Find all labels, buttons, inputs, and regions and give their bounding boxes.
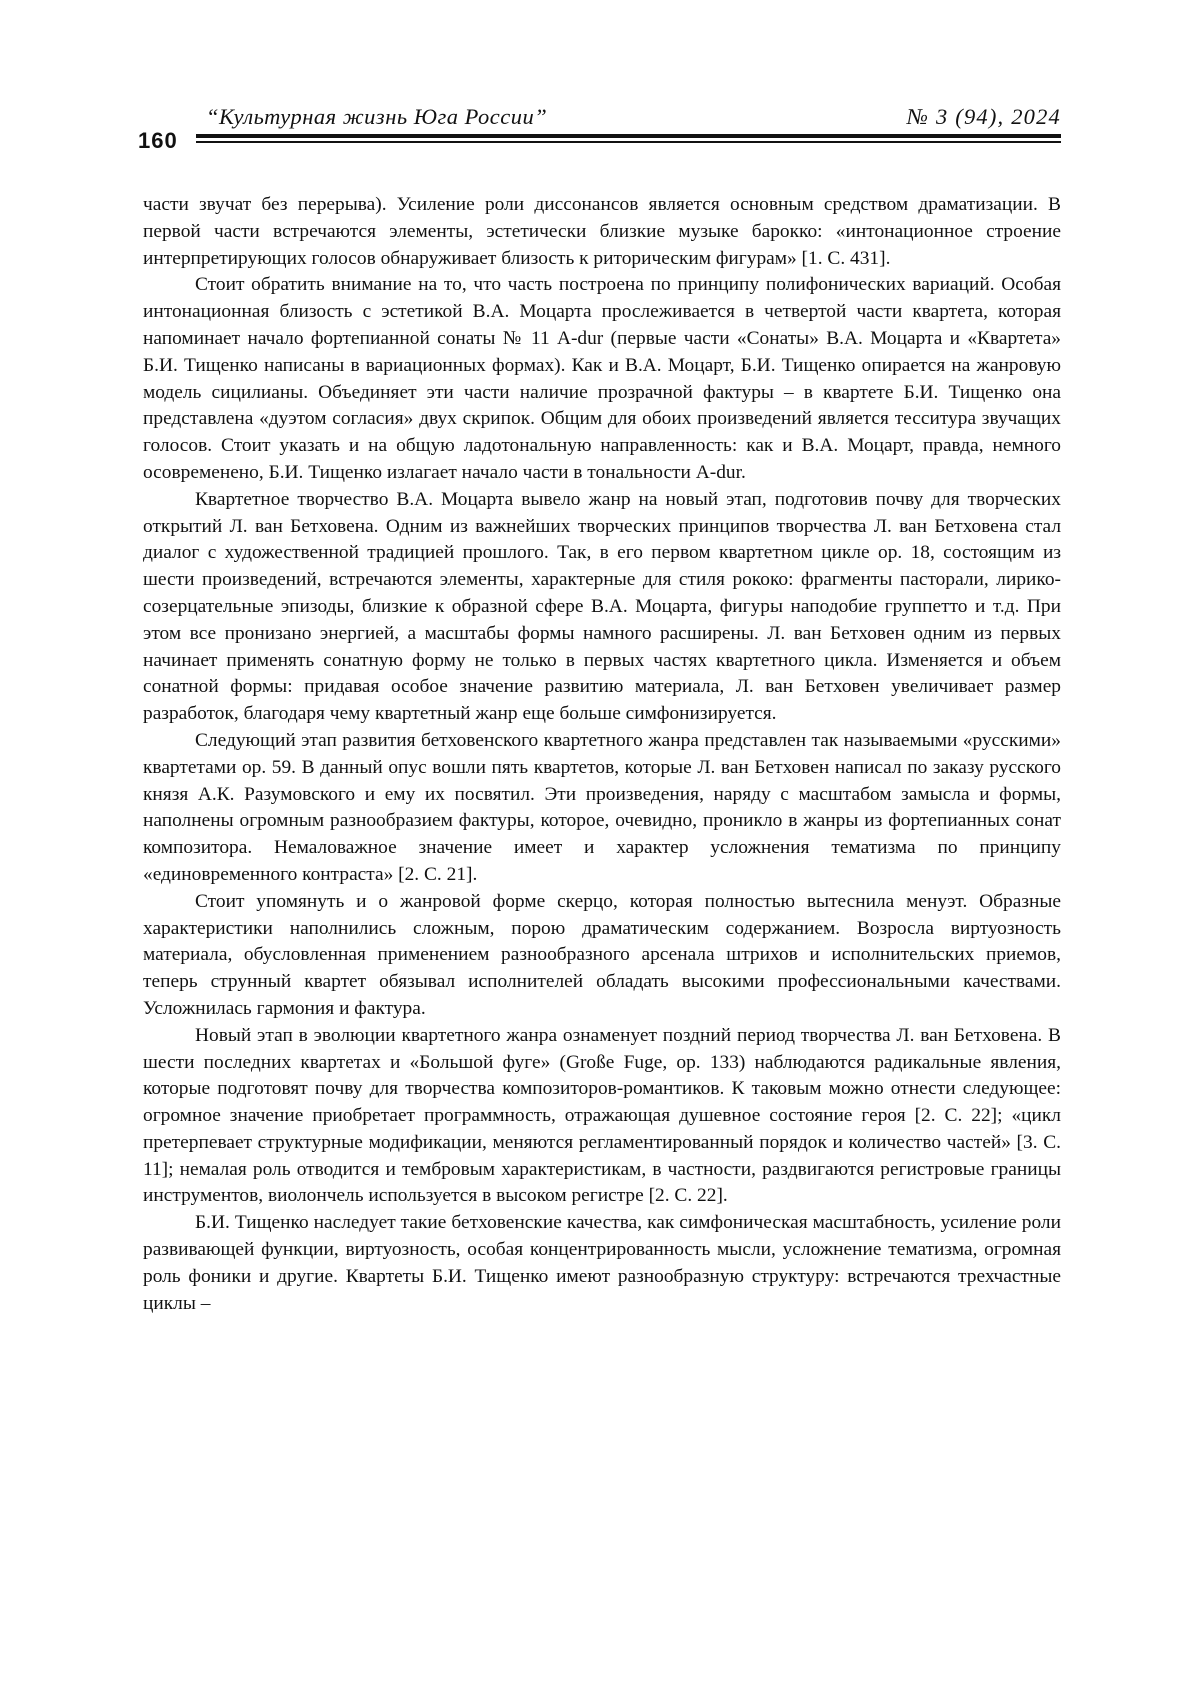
article-body: [143, 192, 1061, 1317]
journal-title: “Культурная жизнь Юга России”: [206, 104, 548, 129]
paragraph-5: Стоит упомянуть и о жанровой форме скерцо, которая полностью вытеснила менуэт. Образные характеристики наполнились сложным, порою драматическим содержанием. Возросла виртуозность материала, обусловленная применением разнообразного арсенала штрихов и исполнительских приемов, теперь струнный квартет обязывал исполнителей обладать высокими профессиональными качествами. Усложнилась гармония и фактура.: [143, 890, 1061, 1019]
paragraph-2: Стоит обратить внимание на то, что часть построена по принципу полифонических вариаций. Особая интонационная близость с эстетикой В.А. Моцарта прослеживается в четвертой части квартета, которая напоминает начало фортепианной сонаты № 11 A-dur (первые части «Сонаты» В.А. Моцарта и «Квартета» Б.И. Тищенко написаны в вариационных формах). Как и В.А. Моцарт, Б.И. Тищенко опирается на жанровую модель сицилианы. Объединяет эти части наличие прозрачной фактуры – в квартете Б.И. Тищенко она представлена «дуэтом согласия» двух скрипок. Общим для обоих произведений является тесситура звучащих голосов. Стоит указать и на общую ладотональную направленность: как и В.А. Моцарт, правда, немного осовременено, Б.И. Тищенко излагает начало части в тональности A-dur.: [143, 274, 1061, 483]
page-number: 160: [138, 128, 178, 153]
issue-number: № 3 (94), 2024: [906, 104, 1061, 129]
header-rule-thick: [196, 134, 1061, 138]
paragraph-6: Новый этап в эволюции квартетного жанра ознаменует поздний период творчества Л. ван Бетховена. В шести последних квартетах и «Большой фуге» (Große Fuge, ор. 133) наблюдаются радикальные явления, которые подготовят почву для творчества композиторов-романтиков. К таковым можно отнести следующее: огромное значение приобретает программность, отражающая душевное состояние героя [2. С. 22]; «цикл претерпевает структурные модификации, меняются регламентированный порядок и количество частей» [3. С. 11]; немалая роль отводится и тембровым характеристикам, в частности, раздвигаются регистровые границы инструментов, виолончель используется в высоком регистре [2. С. 22].: [143, 1024, 1061, 1207]
paragraph-3: Квартетное творчество В.А. Моцарта вывело жанр на новый этап, подготовив почву для творческих открытий Л. ван Бетховена. Одним из важнейших творческих принципов творчества Л. ван Бетховена стал диалог с художественной традицией прошлого. Так, в его первом квартетном цикле ор. 18, состоящим из шести произведений, встречаются элементы, характерные для стиля рококо: фрагменты пасторали, лирико-созерцательные эпизоды, близкие к образной сфере В.А. Моцарта, фигуры наподобие группетто и т.д. При этом все пронизано энергией, а масштабы формы намного расширены. Л. ван Бетховен одним из первых начинает применять сонатную форму не только в первых частях квартетного цикла. Изменяется и объем сонатной формы: придавая особое значение развитию материала, Л. ван Бетховен увеличивает размер разработок, благодаря чему квартетный жанр еще больше симфонизируется.: [143, 488, 1061, 725]
header-rule-thin: [196, 141, 1061, 143]
paragraph-4: Следующий этап развития бетховенского квартетного жанра представлен так называемыми «русскими» квартетами ор. 59. В данный опус вошли пять квартетов, которые Л. ван Бетховен написал по заказу русского князя А.К. Разумовского и ему их посвятил. Эти произведения, наряду с масштабом замысла и формы, наполнены огромным разнообразием фактуры, которое, очевидно, проникло в жанры из фортепианных сонат композитора. Немаловажное значение имеет и характер усложнения тематизма по принципу «единовременного контраста» [2. С. 21].: [143, 729, 1061, 885]
paragraph-1: части звучат без перерыва). Усиление роли диссонансов является основным средством драматизации. В первой части встречаются элементы, эстетически близкие музыке барокко: «интонационное строение интерпретирующих голосов обнаруживает близость к риторическим фигурам» [1. С. 431].: [143, 194, 1061, 269]
page-header: [138, 100, 1061, 154]
paragraph-7: Б.И. Тищенко наследует такие бетховенские качества, как симфоническая масштабность, усиление роли развивающей функции, виртуозность, особая концентрированность мысли, усложнение тематизма, огромная роль фоники и другие. Квартеты Б.И. Тищенко имеют разнообразную структуру: встречаются трехчастные циклы –: [143, 1212, 1061, 1314]
